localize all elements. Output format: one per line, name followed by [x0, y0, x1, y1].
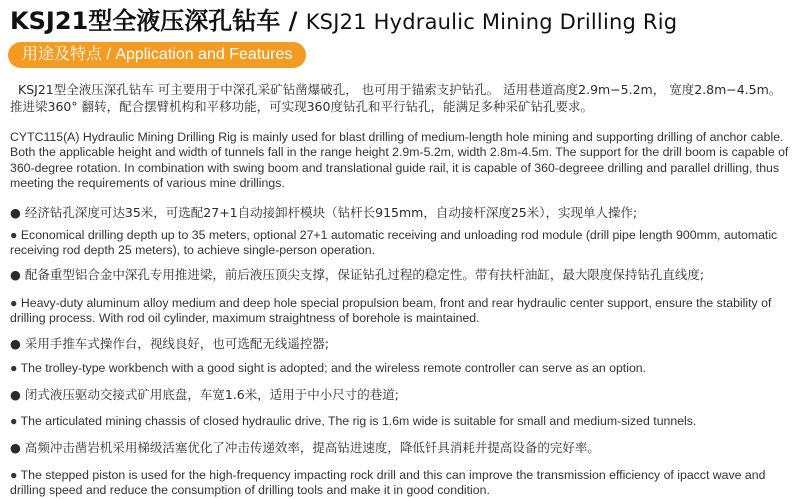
title-english: KSJ21 Hydraulic Mining Drilling Rig — [305, 10, 678, 34]
feature-1-english: ● Economical drilling depth up to 35 meters, optional 27+1 automatic receiving and unloading rod module (drill pipe length 900mm, automatic receiving rod depth 25 meters), to achieve single-person operation. — [10, 228, 778, 258]
feature-2-chinese: ● 配备重型铝合金中深孔专用推进梁，前后液压顶尖支撑，保证钻孔过程的稳定性。带有扶杆油缸，最大限度保持钻孔直线度; — [10, 267, 705, 282]
feature-4-english: ● The articulated mining chassis of closed hydraulic drive, The rig is 1.6m wide is suitable for small and medium-sized tunnels. — [10, 414, 697, 428]
section-badge: 用途及特点 / Application and Features — [8, 42, 306, 68]
intro-chinese: KSJ21型全液压深孔钻车 可主要用于中深孔采矿钻凿爆破孔， 也可用于锚索支护钻孔。 适用巷道高度2.9m−5.2m， 宽度2.8m−4.5m。推进梁360° 翻转，配合摆臂机构和平移功能，可实现360度钻孔和平行钻孔，能满足多种采矿钻孔要求。 — [10, 82, 782, 114]
title-chinese: KSJ21型全液压深孔钻车 — [10, 7, 281, 35]
feature-4-chinese: ● 闭式液压驱动交接式矿用底盘，车宽1.6米，适用于中小尺寸的巷道; — [10, 387, 399, 402]
feature-1-chinese: ● 经济钻孔深度可达35米，可选配27+1自动接卸杆模块（钻杆长915mm，自动接杆深度25米），实现单人操作; — [10, 205, 638, 220]
feature-5-english: ● The stepped piston is used for the high-frequency impacting rock drill and this can improve the transmission efficiency of ipacct wave and drilling speed and reduce the consumption of drilling tools and make it in good condition. — [10, 468, 766, 498]
feature-3-english: ● The trolley-type workbench with a good sight is adopted; and the wireless remote controller can serve as an option. — [10, 361, 647, 375]
title-separator: / — [280, 7, 306, 35]
feature-5-chinese: ● 高频冲击凿岩机采用梯级活塞优化了冲击传递效率，提高钻进速度，降低钎具消耗并提高设备的完好率。 — [10, 440, 600, 455]
feature-2-english: ● Heavy-duty aluminum alloy medium and deep hole special propulsion beam, front and rear hydraulic center support, ensure the stability of drilling process. With rod oil cylinder, maximum straightness of borehole is maintained. — [10, 296, 772, 326]
feature-3-chinese: ● 采用手推车式操作台，视线良好，也可选配无线遥控器; — [10, 336, 330, 351]
page-title — [10, 6, 677, 37]
intro-english: CYTC115(A) Hydraulic Mining Drilling Rig is mainly used for blast drilling of medium-length hole mining and supporting drilling of anchor cable. Both the applicable height and width of tunnels fall in the range height 2.9m-5.2m, width 2.8m-4.5m. The support for the drill boom is capable of 360-degree rotation. In combination with swing boom and translational guide rail, it is capable of 360-degreee drilling and parallel drilling, thus meeting the requirements of various mine drillings. — [10, 130, 789, 190]
